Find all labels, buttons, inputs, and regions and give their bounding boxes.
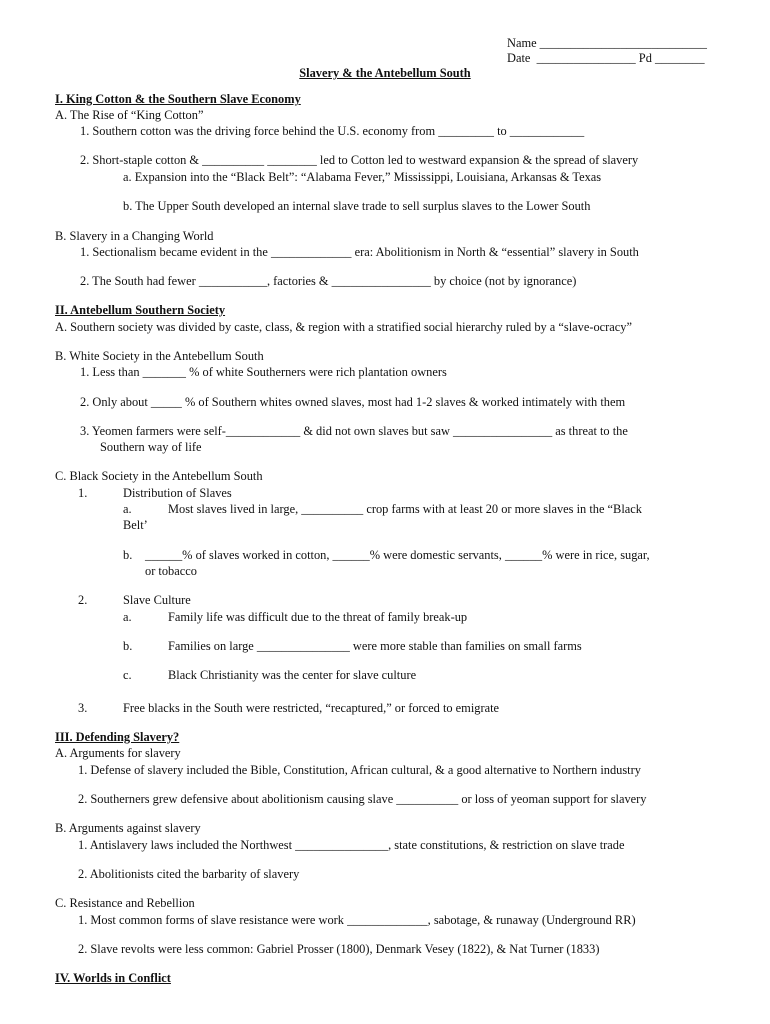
- item-3c-1: 1. Most common forms of slave resistance were work _____________, sabotage, & runaway (Underground RR): [78, 913, 636, 927]
- item-3c-2: 2. Slave revolts were less common: Gabriel Prosser (1800), Denmark Vesey (1822), & Nat Turner (1833): [78, 942, 600, 956]
- item-2c-2a: Family life was difficult due to the threat of family break-up: [168, 610, 468, 624]
- item-2b-2: 2. Only about _____ % of Southern whites owned slaves, most had 1-2 slaves & worked intimately with them: [80, 395, 626, 409]
- item-2c-1a-cont: Belt’: [123, 518, 148, 532]
- subsection-2a: A. Southern society was divided by caste, class, & region with a stratified social hierarchy ruled by a “slave-ocracy”: [55, 320, 632, 334]
- item-2b-3-cont: Southern way of life: [100, 440, 202, 454]
- item-2c-2b: Families on large _______________ were more stable than families on small farms: [168, 639, 582, 653]
- item-1b-1: 1. Sectionalism became evident in the _____________ era: Abolitionism in North & “essential” slavery in South: [80, 245, 639, 259]
- item-2c-1b: ______% of slaves worked in cotton, ______% were domestic servants, ______% were in rice, sugar,: [145, 548, 650, 562]
- subsection-1a: A. The Rise of “King Cotton”: [55, 108, 204, 122]
- section-heading-3: III. Defending Slavery?: [55, 730, 180, 744]
- item-3b-1: 1. Antislavery laws included the Northwest _______________, state constitutions, & restriction on slave trade: [78, 838, 625, 852]
- section-heading-1: I. King Cotton & the Southern Slave Economy: [55, 92, 301, 106]
- item-2c-2-number: 2.: [78, 593, 88, 607]
- subsection-3c: C. Resistance and Rebellion: [55, 896, 195, 910]
- item-2c-1-number: 1.: [78, 486, 88, 500]
- item-2c-2c-label: c.: [123, 668, 132, 682]
- item-2c-1: Distribution of Slaves: [123, 486, 232, 500]
- subsection-1b: B. Slavery in a Changing World: [55, 229, 214, 243]
- item-2c-3-number: 3.: [78, 701, 88, 715]
- item-2c-2c: Black Christianity was the center for slave culture: [168, 668, 417, 682]
- item-1a-1: 1. Southern cotton was the driving force behind the U.S. economy from _________ to ____________: [80, 124, 585, 138]
- page-title: Slavery & the Antebellum South: [299, 66, 471, 80]
- subsection-2b: B. White Society in the Antebellum South: [55, 349, 264, 363]
- item-2c-2: Slave Culture: [123, 593, 191, 607]
- item-2c-3: Free blacks in the South were restricted, “recaptured,” or forced to emigrate: [123, 701, 500, 715]
- item-2c-1a: Most slaves lived in large, __________ crop farms with at least 20 or more slaves in the “Black: [168, 502, 642, 516]
- item-1a-2: 2. Short-staple cotton & __________ ________ led to Cotton led to westward expansion & the spread of slavery: [80, 153, 639, 167]
- section-heading-2: II. Antebellum Southern Society: [55, 303, 226, 317]
- item-3a-2: 2. Southerners grew defensive about abolitionism causing slave __________ or loss of yeoman support for slavery: [78, 792, 647, 806]
- subsection-3b: B. Arguments against slavery: [55, 821, 201, 835]
- section-heading-4: IV. Worlds in Conflict: [55, 971, 171, 985]
- item-2c-1b-label: b.: [123, 548, 133, 562]
- date-period-line: Date ________________ Pd ________: [507, 51, 705, 65]
- item-1a-2a: a. Expansion into the “Black Belt”: “Alabama Fever,” Mississippi, Louisiana, Arkansas & Texas: [123, 170, 602, 184]
- item-1b-2: 2. The South had fewer ___________, factories & ________________ by choice (not by ignorance): [80, 274, 577, 288]
- item-2b-3: 3. Yeomen farmers were self-____________ & did not own slaves but saw ________________ as threat to the: [80, 424, 628, 438]
- item-1a-2b: b. The Upper South developed an internal slave trade to sell surplus slaves to the Lower South: [123, 199, 591, 213]
- item-3a-1: 1. Defense of slavery included the Bible, Constitution, African cultural, & a good alternative to Northern industry: [78, 763, 641, 777]
- name-line: Name ___________________________: [507, 36, 707, 50]
- item-3b-2: 2. Abolitionists cited the barbarity of slavery: [78, 867, 300, 881]
- subsection-2c: C. Black Society in the Antebellum South: [55, 469, 263, 483]
- item-2c-1a-label: a.: [123, 502, 132, 516]
- item-2c-2a-label: a.: [123, 610, 132, 624]
- item-2c-1b-cont: or tobacco: [145, 564, 197, 578]
- item-2b-1: 1. Less than _______ % of white Southerners were rich plantation owners: [80, 365, 447, 379]
- subsection-3a: A. Arguments for slavery: [55, 746, 181, 760]
- item-2c-2b-label: b.: [123, 639, 133, 653]
